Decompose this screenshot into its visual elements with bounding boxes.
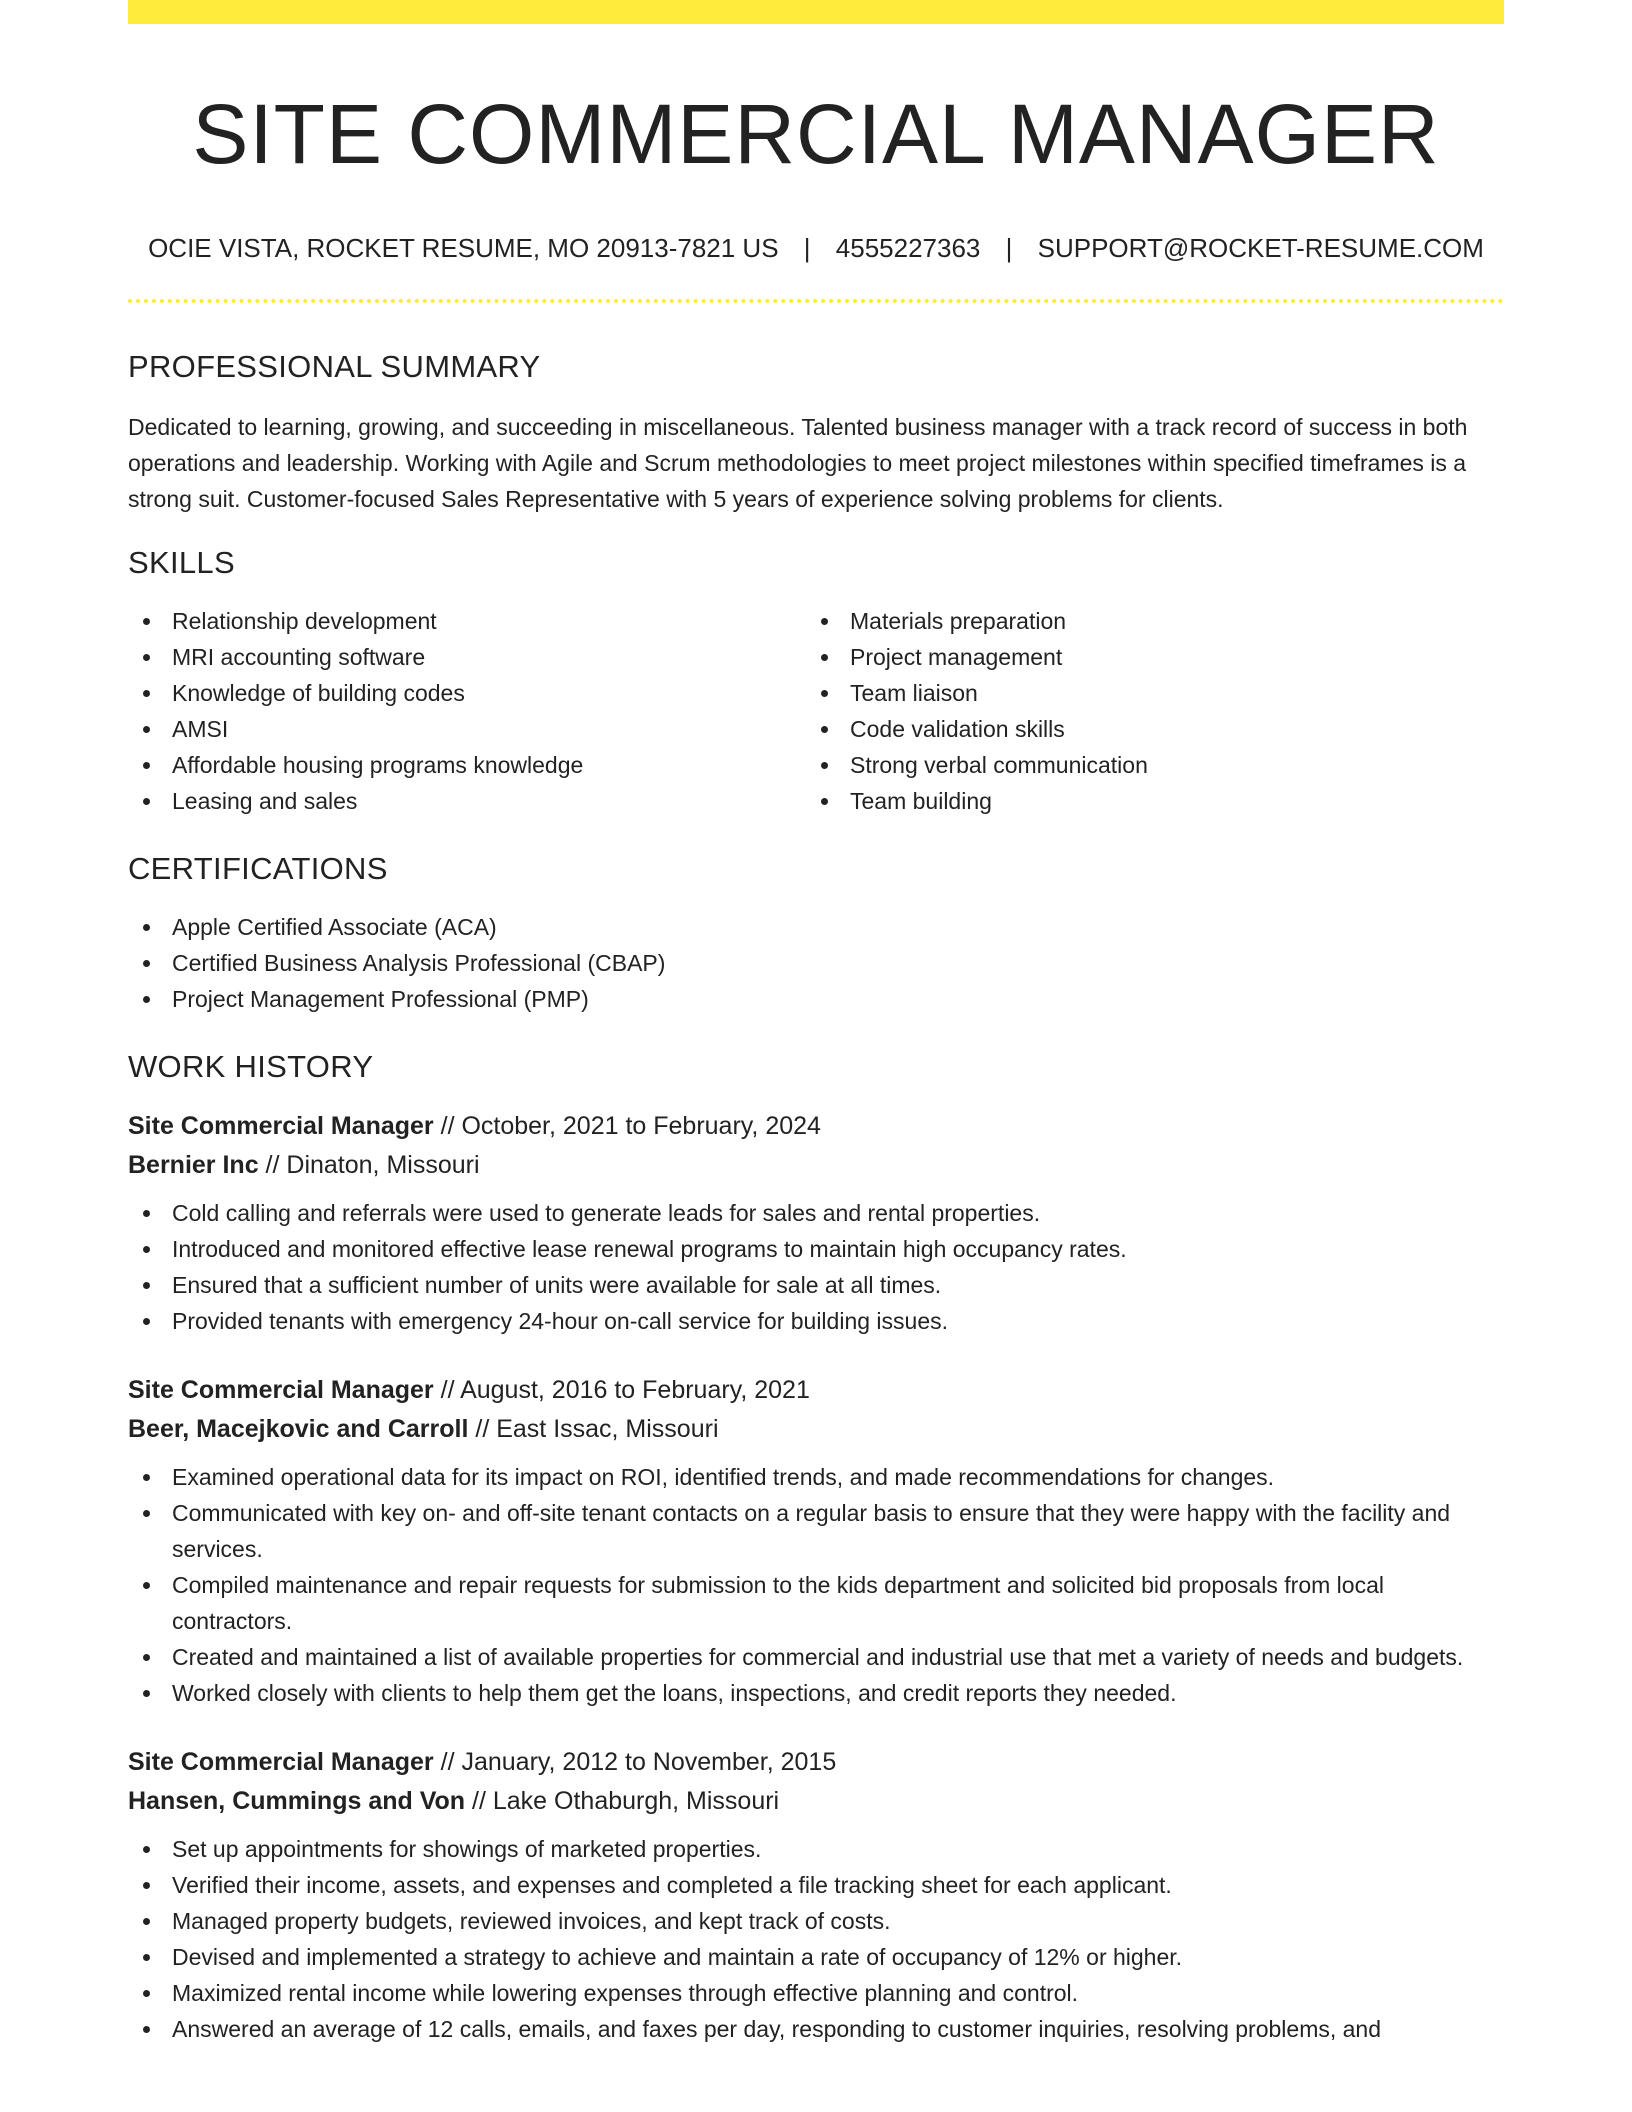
job-duty: Verified their income, assets, and expenses and completed a file tracking sheet for each applicant. [128, 1867, 1504, 1903]
job-duty: Examined operational data for its impact on ROI, identified trends, and made recommendations for changes. [128, 1459, 1504, 1495]
job-company-line [128, 1410, 1504, 1449]
skill-item: Knowledge of building codes [128, 675, 806, 711]
job-entry [128, 1371, 1504, 1711]
skill-item: Strong verbal communication [806, 747, 1484, 783]
certifications-heading: CERTIFICATIONS [128, 851, 388, 886]
job-role-line [128, 1107, 1504, 1146]
job-duty: Ensured that a sufficient number of units were available for sale at all times. [128, 1267, 1504, 1303]
job-duty: Communicated with key on- and off-site tenant contacts on a regular basis to ensure that they were happy with the facility and services. [128, 1495, 1504, 1567]
job-dates: // October, 2021 to February, 2024 [433, 1112, 821, 1140]
job-duty: Answered an average of 12 calls, emails, and faxes per day, responding to customer inquiries, resolving problems, and [128, 2011, 1504, 2047]
contact-phone[interactable]: 4555227363 [835, 233, 981, 263]
skill-item: AMSI [128, 711, 806, 747]
job-duty: Devised and implemented a strategy to achieve and maintain a rate of occupancy of 12% or higher. [128, 1939, 1504, 1975]
certifications-list [128, 909, 1504, 1017]
job-duty: Cold calling and referrals were used to generate leads for sales and rental properties. [128, 1195, 1504, 1231]
job-duties [128, 1831, 1504, 2047]
skill-item: Team liaison [806, 675, 1484, 711]
skill-item: Affordable housing programs knowledge [128, 747, 806, 783]
skill-item: Relationship development [128, 603, 806, 639]
skill-item: Materials preparation [806, 603, 1484, 639]
certification-item: Apple Certified Associate (ACA) [128, 909, 1504, 945]
skills-grid [128, 603, 1504, 819]
job-duty: Compiled maintenance and repair requests for submission to the kids department and solicited bid proposals from local contractors. [128, 1567, 1504, 1639]
accent-top-bar [128, 0, 1504, 24]
job-company: Beer, Macejkovic and Carroll [128, 1415, 469, 1443]
job-duty: Worked closely with clients to help them get the loans, inspections, and credit reports they needed. [128, 1675, 1504, 1711]
resume-page [128, 0, 1504, 2112]
job-role-line [128, 1743, 1504, 1782]
job-duty: Managed property budgets, reviewed invoices, and kept track of costs. [128, 1903, 1504, 1939]
job-company: Hansen, Cummings and Von [128, 1787, 466, 1815]
skill-item: Team building [806, 783, 1484, 819]
job-dates: // January, 2012 to November, 2015 [433, 1748, 837, 1776]
work-history-heading: WORK HISTORY [128, 1049, 374, 1084]
job-entry [128, 1107, 1504, 1339]
job-location: // Lake Othaburgh, Missouri [465, 1787, 780, 1815]
dotted-divider [128, 299, 1504, 303]
contact-line [128, 230, 1504, 266]
skills-heading: SKILLS [128, 545, 235, 580]
job-role: Site Commercial Manager [128, 1376, 434, 1404]
certification-item: Project Management Professional (PMP) [128, 981, 1504, 1017]
job-dates: // August, 2016 to February, 2021 [433, 1376, 810, 1404]
job-duties [128, 1459, 1504, 1711]
skills-list-right [806, 603, 1484, 819]
job-location: // Dinaton, Missouri [258, 1151, 480, 1179]
job-role: Site Commercial Manager [128, 1112, 434, 1140]
job-role: Site Commercial Manager [128, 1748, 434, 1776]
job-duty: Provided tenants with emergency 24-hour on-call service for building issues. [128, 1303, 1504, 1339]
contact-separator: | [1005, 233, 1013, 263]
job-duty: Created and maintained a list of available properties for commercial and industrial use that met a variety of needs and budgets. [128, 1639, 1504, 1675]
skill-item: Code validation skills [806, 711, 1484, 747]
contact-address: OCIE VISTA, ROCKET RESUME, MO 20913-7821 US [148, 233, 779, 263]
job-location: // East Issac, Missouri [468, 1415, 719, 1443]
job-duties [128, 1195, 1504, 1339]
summary-heading: PROFESSIONAL SUMMARY [128, 349, 541, 384]
job-role-line [128, 1371, 1504, 1410]
contact-separator: | [803, 233, 811, 263]
skill-item: MRI accounting software [128, 639, 806, 675]
job-duty: Set up appointments for showings of marketed properties. [128, 1831, 1504, 1867]
job-company-line [128, 1782, 1504, 1821]
resume-title: SITE COMMERCIAL MANAGER [192, 87, 1440, 181]
skills-list-left [128, 603, 806, 819]
job-entry [128, 1743, 1504, 2047]
job-duty: Maximized rental income while lowering expenses through effective planning and control. [128, 1975, 1504, 2011]
certification-item: Certified Business Analysis Professional (CBAP) [128, 945, 1504, 981]
skill-item: Leasing and sales [128, 783, 806, 819]
job-company: Bernier Inc [128, 1151, 259, 1179]
skill-item: Project management [806, 639, 1484, 675]
job-company-line [128, 1146, 1504, 1185]
contact-email[interactable]: SUPPORT@ROCKET-RESUME.COM [1037, 233, 1484, 263]
summary-text: Dedicated to learning, growing, and succeeding in miscellaneous. Talented business manager with a track record of success in both operations and leadership. Working with Agile and Scrum methodologies to meet project milestones within specified timeframes is a strong suit. Customer-focused Sales Representative with 5 years of experience solving problems for clients. [128, 414, 1468, 512]
job-duty: Introduced and monitored effective lease renewal programs to maintain high occupancy rates. [128, 1231, 1504, 1267]
